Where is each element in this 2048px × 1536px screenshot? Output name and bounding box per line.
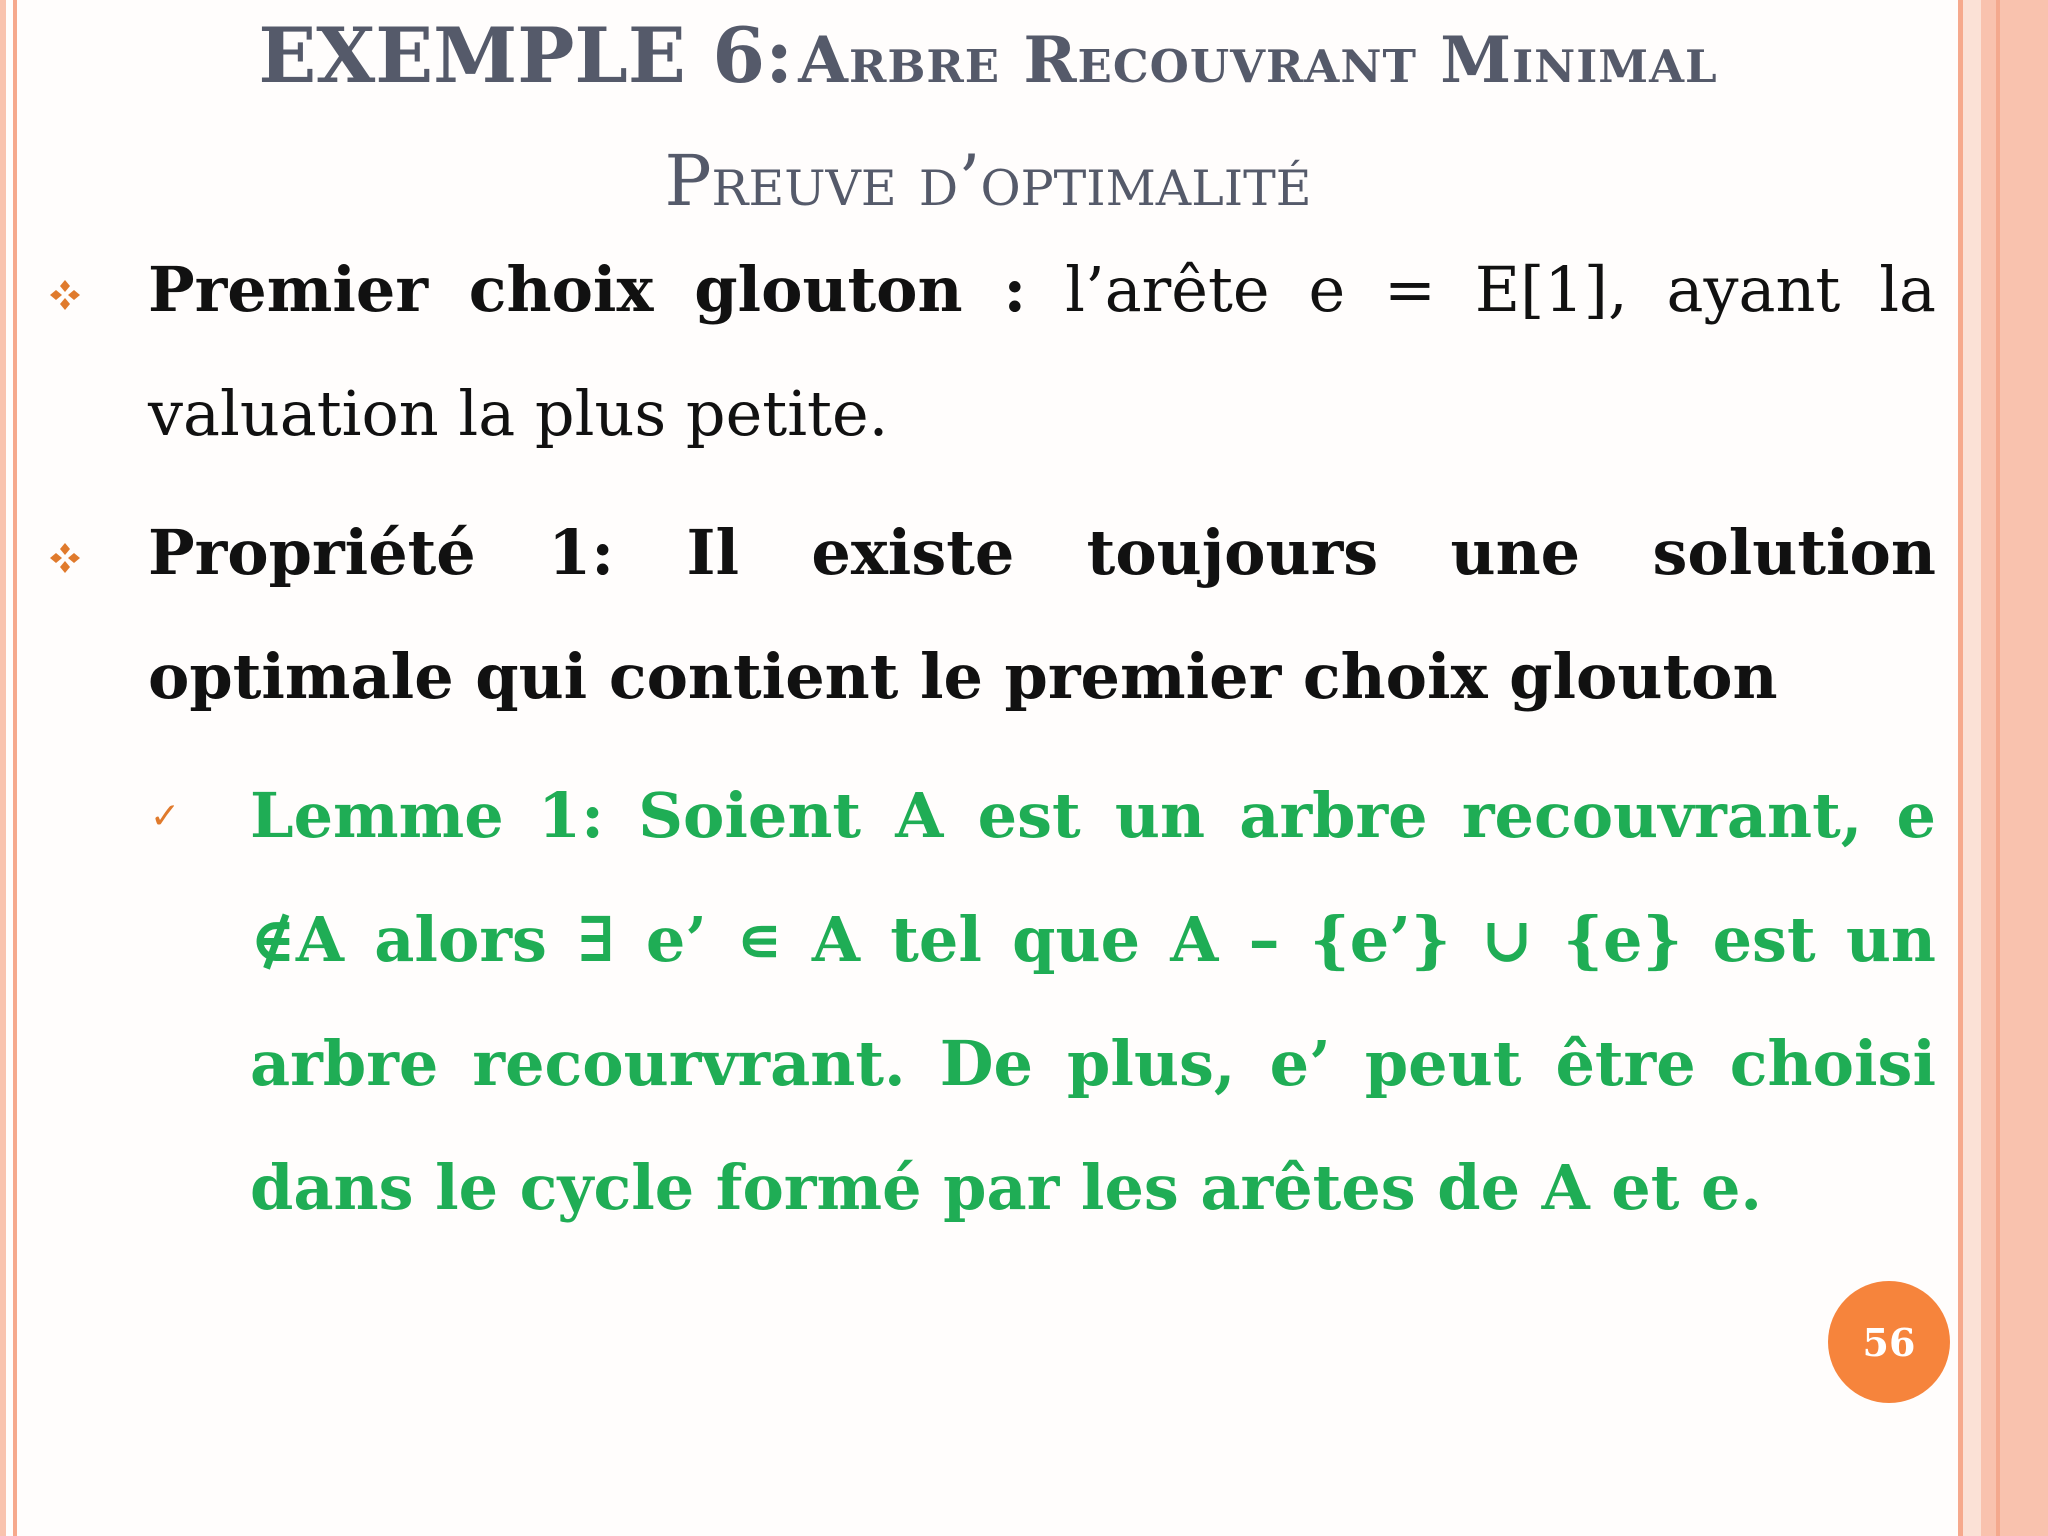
diamond-bullet-icon: [48, 278, 82, 312]
right-border-gap: [1963, 0, 1981, 1536]
check-mark-icon: ✓: [150, 796, 181, 837]
slide-title: [40, 4, 1936, 233]
right-border-band: [1981, 0, 2048, 1536]
bullet-greedy-choice-heading: Premier choix glouton :: [148, 253, 1027, 326]
lemma-1-text: Lemme 1: Soient A est un arbre recouvrant, e ∉A alors ∃ e’ ∊ A tel que A – {e’} ∪ {e} est un arbre recourvrant. De plus, e’ peut être choisi dans le cycle formé par les arêtes de A et e.: [250, 779, 1936, 1224]
title-subtitle: Preuve d’optimalité: [664, 140, 1312, 222]
title-main: Arbre Recouvrant Minimal: [798, 23, 1718, 98]
right-border-band-line: [1996, 0, 2000, 1536]
lemma-1: [250, 754, 1936, 1250]
bullet-greedy-choice: [148, 228, 1936, 476]
bullet-property-1: [148, 491, 1936, 739]
diamond-bullet-icon: [48, 541, 82, 575]
left-border-inner: [13, 0, 17, 1536]
left-border-outer: [0, 0, 6, 1536]
title-prefix: EXEMPLE 6:: [258, 11, 794, 100]
bullet-property-1-text: Propriété 1: Il existe toujours une solution optimale qui contient le premier choix glouton: [148, 516, 1936, 713]
page-number-badge: 56: [1828, 1281, 1950, 1403]
bullet-greedy-choice-text: l’arête e = E[1], ayant la valuation la plus petite.: [148, 253, 1937, 450]
